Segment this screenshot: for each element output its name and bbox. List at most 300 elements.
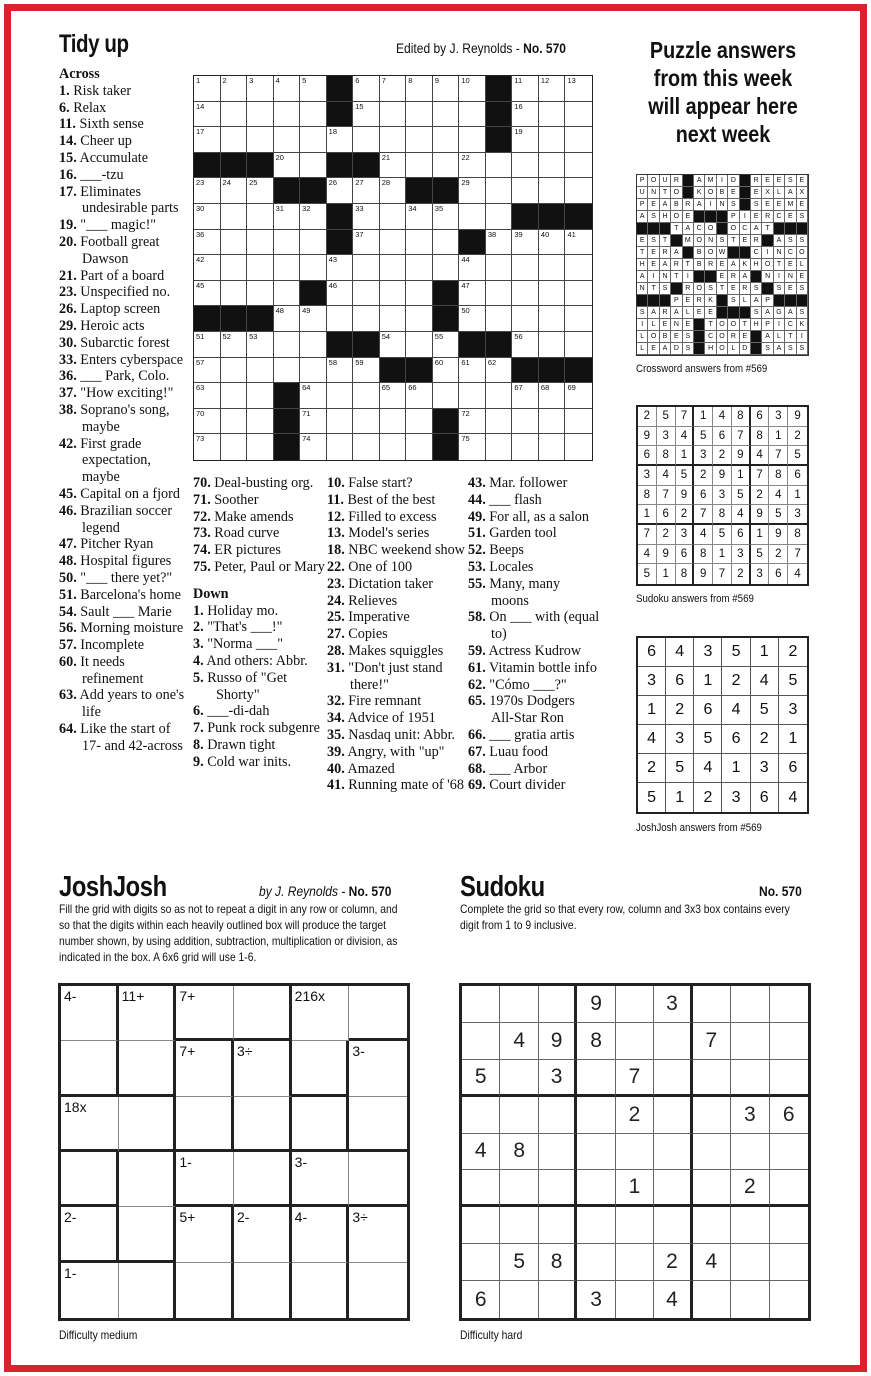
crossword-cell[interactable]	[512, 332, 539, 358]
sudoku-empty-cell[interactable]	[770, 986, 808, 1023]
crossword-cell[interactable]	[512, 76, 539, 102]
crossword-cell[interactable]	[300, 204, 327, 230]
sudoku-empty-cell[interactable]	[616, 1134, 654, 1171]
crossword-cell[interactable]	[459, 358, 486, 384]
joshjosh-cell[interactable]	[61, 1097, 119, 1152]
crossword-cell[interactable]	[539, 332, 566, 358]
crossword-cell[interactable]	[380, 102, 407, 128]
crossword-cell[interactable]	[380, 230, 407, 256]
crossword-cell[interactable]	[539, 409, 566, 435]
joshjosh-cell[interactable]	[61, 1152, 119, 1207]
crossword-cell[interactable]	[380, 255, 407, 281]
sudoku-empty-cell[interactable]	[577, 1207, 615, 1244]
crossword-cell[interactable]	[486, 306, 513, 332]
crossword-cell[interactable]	[194, 409, 221, 435]
joshjosh-cell[interactable]	[176, 1152, 234, 1207]
crossword-cell[interactable]	[486, 230, 513, 256]
crossword-cell[interactable]	[353, 76, 380, 102]
sudoku-empty-cell[interactable]	[654, 1023, 692, 1060]
sudoku-empty-cell[interactable]	[654, 1097, 692, 1134]
sudoku-given-cell[interactable]: 3	[731, 1097, 769, 1134]
crossword-cell[interactable]	[406, 153, 433, 179]
crossword-cell[interactable]	[221, 332, 248, 358]
crossword-cell[interactable]	[247, 127, 274, 153]
joshjosh-cell[interactable]	[119, 1207, 177, 1262]
sudoku-given-cell[interactable]: 2	[654, 1244, 692, 1281]
sudoku-empty-cell[interactable]	[693, 1097, 731, 1134]
sudoku-empty-cell[interactable]	[539, 1207, 577, 1244]
joshjosh-cell[interactable]	[349, 1152, 407, 1207]
sudoku-empty-cell[interactable]	[577, 1060, 615, 1097]
joshjosh-cell[interactable]	[234, 1263, 292, 1318]
joshjosh-cell[interactable]	[234, 1152, 292, 1207]
crossword-cell[interactable]	[512, 127, 539, 153]
sudoku-given-cell[interactable]: 4	[500, 1023, 538, 1060]
sudoku-empty-cell[interactable]	[616, 1244, 654, 1281]
crossword-cell[interactable]	[221, 434, 248, 460]
sudoku-empty-cell[interactable]	[693, 1134, 731, 1171]
crossword-cell[interactable]	[486, 383, 513, 409]
sudoku-empty-cell[interactable]	[616, 1281, 654, 1318]
crossword-cell[interactable]	[406, 332, 433, 358]
sudoku-empty-cell[interactable]	[500, 1170, 538, 1207]
crossword-cell[interactable]	[459, 204, 486, 230]
sudoku-empty-cell[interactable]	[654, 1134, 692, 1171]
crossword-cell[interactable]	[406, 76, 433, 102]
crossword-cell[interactable]	[539, 127, 566, 153]
crossword-cell[interactable]	[300, 409, 327, 435]
crossword-cell[interactable]	[380, 332, 407, 358]
crossword-cell[interactable]	[327, 306, 354, 332]
crossword-cell[interactable]	[380, 281, 407, 307]
crossword-cell[interactable]	[221, 409, 248, 435]
crossword-cell[interactable]	[247, 255, 274, 281]
crossword-cell[interactable]	[380, 178, 407, 204]
crossword-cell[interactable]	[459, 127, 486, 153]
crossword-cell[interactable]	[512, 102, 539, 128]
crossword-cell[interactable]	[380, 127, 407, 153]
crossword-cell[interactable]	[539, 102, 566, 128]
crossword-cell[interactable]	[486, 409, 513, 435]
crossword-cell[interactable]	[247, 102, 274, 128]
crossword-cell[interactable]	[300, 127, 327, 153]
joshjosh-cell[interactable]	[292, 1263, 350, 1318]
sudoku-empty-cell[interactable]	[500, 1097, 538, 1134]
joshjosh-cell[interactable]	[61, 1207, 119, 1262]
crossword-cell[interactable]	[274, 255, 301, 281]
crossword-cell[interactable]	[565, 102, 592, 128]
sudoku-given-cell[interactable]: 7	[693, 1023, 731, 1060]
sudoku-given-cell[interactable]: 4	[693, 1244, 731, 1281]
crossword-cell[interactable]	[353, 383, 380, 409]
sudoku-empty-cell[interactable]	[731, 1134, 769, 1171]
crossword-cell[interactable]	[247, 178, 274, 204]
joshjosh-cell[interactable]	[119, 1097, 177, 1152]
crossword-cell[interactable]	[221, 102, 248, 128]
crossword-cell[interactable]	[274, 127, 301, 153]
crossword-cell[interactable]	[486, 358, 513, 384]
crossword-cell[interactable]	[353, 204, 380, 230]
sudoku-empty-cell[interactable]	[616, 986, 654, 1023]
sudoku-empty-cell[interactable]	[577, 1134, 615, 1171]
crossword-cell[interactable]	[565, 383, 592, 409]
crossword-cell[interactable]	[353, 102, 380, 128]
sudoku-given-cell[interactable]: 5	[500, 1244, 538, 1281]
crossword-cell[interactable]	[512, 230, 539, 256]
joshjosh-cell[interactable]	[61, 1263, 119, 1318]
crossword-cell[interactable]	[194, 434, 221, 460]
crossword-cell[interactable]	[194, 204, 221, 230]
crossword-cell[interactable]	[512, 153, 539, 179]
joshjosh-cell[interactable]	[119, 1152, 177, 1207]
crossword-cell[interactable]	[486, 434, 513, 460]
crossword-cell[interactable]	[433, 255, 460, 281]
crossword-cell[interactable]	[459, 281, 486, 307]
sudoku-empty-cell[interactable]	[654, 1207, 692, 1244]
crossword-cell[interactable]	[565, 409, 592, 435]
crossword-cell[interactable]	[274, 76, 301, 102]
crossword-cell[interactable]	[459, 76, 486, 102]
crossword-cell[interactable]	[327, 358, 354, 384]
joshjosh-cell[interactable]	[292, 1207, 350, 1262]
crossword-cell[interactable]	[380, 383, 407, 409]
joshjosh-cell[interactable]	[176, 1097, 234, 1152]
crossword-cell[interactable]	[433, 230, 460, 256]
sudoku-empty-cell[interactable]	[654, 1170, 692, 1207]
joshjosh-cell[interactable]	[234, 1097, 292, 1152]
crossword-cell[interactable]	[194, 76, 221, 102]
sudoku-empty-cell[interactable]	[770, 1170, 808, 1207]
crossword-cell[interactable]	[512, 383, 539, 409]
sudoku-empty-cell[interactable]	[462, 1023, 500, 1060]
crossword-cell[interactable]	[459, 409, 486, 435]
crossword-cell[interactable]	[486, 153, 513, 179]
crossword-cell[interactable]	[247, 230, 274, 256]
crossword-cell[interactable]	[300, 255, 327, 281]
crossword-cell[interactable]	[380, 76, 407, 102]
joshjosh-cell[interactable]	[349, 1207, 407, 1262]
crossword-cell[interactable]	[327, 127, 354, 153]
crossword-cell[interactable]	[247, 409, 274, 435]
crossword-cell[interactable]	[327, 255, 354, 281]
crossword-cell[interactable]	[459, 153, 486, 179]
crossword-cell[interactable]	[194, 358, 221, 384]
crossword-cell[interactable]	[433, 127, 460, 153]
crossword-cell[interactable]	[539, 153, 566, 179]
crossword-cell[interactable]	[247, 434, 274, 460]
sudoku-given-cell[interactable]: 9	[539, 1023, 577, 1060]
sudoku-given-cell[interactable]: 6	[462, 1281, 500, 1318]
crossword-cell[interactable]	[247, 332, 274, 358]
joshjosh-cell[interactable]	[176, 1207, 234, 1262]
joshjosh-cell[interactable]	[349, 986, 407, 1041]
crossword-cell[interactable]	[353, 358, 380, 384]
joshjosh-cell[interactable]	[349, 1097, 407, 1152]
joshjosh-cell[interactable]	[292, 1041, 350, 1096]
sudoku-empty-cell[interactable]	[462, 986, 500, 1023]
crossword-cell[interactable]	[486, 178, 513, 204]
sudoku-empty-cell[interactable]	[731, 986, 769, 1023]
crossword-cell[interactable]	[539, 281, 566, 307]
joshjosh-cell[interactable]	[119, 1041, 177, 1096]
crossword-cell[interactable]	[565, 332, 592, 358]
joshjosh-cell[interactable]	[119, 986, 177, 1041]
crossword-cell[interactable]	[353, 281, 380, 307]
crossword-cell[interactable]	[565, 127, 592, 153]
sudoku-empty-cell[interactable]	[616, 1207, 654, 1244]
crossword-cell[interactable]	[539, 178, 566, 204]
crossword-cell[interactable]	[353, 434, 380, 460]
crossword-cell[interactable]	[539, 306, 566, 332]
crossword-cell[interactable]	[433, 332, 460, 358]
joshjosh-cell[interactable]	[349, 1041, 407, 1096]
sudoku-given-cell[interactable]: 4	[462, 1134, 500, 1171]
crossword-cell[interactable]	[486, 281, 513, 307]
crossword-cell[interactable]	[221, 383, 248, 409]
sudoku-empty-cell[interactable]	[693, 1060, 731, 1097]
crossword-cell[interactable]	[565, 255, 592, 281]
crossword-cell[interactable]	[486, 204, 513, 230]
crossword-cell[interactable]	[221, 281, 248, 307]
sudoku-empty-cell[interactable]	[462, 1244, 500, 1281]
sudoku-empty-cell[interactable]	[731, 1281, 769, 1318]
crossword-cell[interactable]	[353, 178, 380, 204]
crossword-cell[interactable]	[565, 230, 592, 256]
crossword-cell[interactable]	[406, 306, 433, 332]
crossword-cell[interactable]	[221, 230, 248, 256]
crossword-cell[interactable]	[512, 306, 539, 332]
sudoku-empty-cell[interactable]	[731, 1244, 769, 1281]
crossword-cell[interactable]	[221, 178, 248, 204]
joshjosh-cell[interactable]	[61, 986, 119, 1041]
crossword-cell[interactable]	[274, 230, 301, 256]
sudoku-empty-cell[interactable]	[500, 986, 538, 1023]
crossword-cell[interactable]	[274, 332, 301, 358]
sudoku-given-cell[interactable]: 3	[654, 986, 692, 1023]
sudoku-empty-cell[interactable]	[577, 1244, 615, 1281]
crossword-cell[interactable]	[539, 255, 566, 281]
crossword-cell[interactable]	[565, 178, 592, 204]
crossword-cell[interactable]	[221, 255, 248, 281]
crossword-cell[interactable]	[300, 383, 327, 409]
sudoku-given-cell[interactable]: 9	[577, 986, 615, 1023]
crossword-cell[interactable]	[565, 281, 592, 307]
sudoku-empty-cell[interactable]	[731, 1060, 769, 1097]
crossword-cell[interactable]	[565, 76, 592, 102]
crossword-cell[interactable]	[327, 409, 354, 435]
crossword-cell[interactable]	[380, 434, 407, 460]
crossword-cell[interactable]	[406, 434, 433, 460]
crossword-cell[interactable]	[406, 255, 433, 281]
crossword-cell[interactable]	[353, 230, 380, 256]
crossword-cell[interactable]	[459, 306, 486, 332]
sudoku-empty-cell[interactable]	[500, 1207, 538, 1244]
crossword-cell[interactable]	[539, 230, 566, 256]
joshjosh-cell[interactable]	[234, 1207, 292, 1262]
joshjosh-cell[interactable]	[292, 1097, 350, 1152]
sudoku-given-cell[interactable]: 8	[577, 1023, 615, 1060]
crossword-cell[interactable]	[406, 102, 433, 128]
crossword-cell[interactable]	[459, 178, 486, 204]
crossword-cell[interactable]	[300, 76, 327, 102]
joshjosh-cell[interactable]	[176, 1263, 234, 1318]
sudoku-given-cell[interactable]: 7	[616, 1060, 654, 1097]
crossword-cell[interactable]	[406, 127, 433, 153]
joshjosh-cell[interactable]	[292, 986, 350, 1041]
crossword-cell[interactable]	[512, 255, 539, 281]
sudoku-empty-cell[interactable]	[770, 1244, 808, 1281]
crossword-cell[interactable]	[353, 306, 380, 332]
sudoku-empty-cell[interactable]	[500, 1281, 538, 1318]
crossword-cell[interactable]	[327, 178, 354, 204]
joshjosh-cell[interactable]	[292, 1152, 350, 1207]
crossword-cell[interactable]	[406, 409, 433, 435]
crossword-cell[interactable]	[327, 281, 354, 307]
crossword-cell[interactable]	[512, 434, 539, 460]
sudoku-given-cell[interactable]: 2	[731, 1170, 769, 1207]
sudoku-empty-cell[interactable]	[462, 1207, 500, 1244]
crossword-cell[interactable]	[459, 255, 486, 281]
crossword-cell[interactable]	[380, 204, 407, 230]
crossword-cell[interactable]	[565, 434, 592, 460]
crossword-cell[interactable]	[512, 178, 539, 204]
crossword-cell[interactable]	[353, 409, 380, 435]
crossword-cell[interactable]	[274, 306, 301, 332]
crossword-cell[interactable]	[300, 102, 327, 128]
sudoku-given-cell[interactable]: 8	[500, 1134, 538, 1171]
crossword-cell[interactable]	[380, 306, 407, 332]
crossword-cell[interactable]	[247, 383, 274, 409]
sudoku-empty-cell[interactable]	[770, 1060, 808, 1097]
joshjosh-cell[interactable]	[176, 1041, 234, 1096]
crossword-cell[interactable]	[300, 230, 327, 256]
crossword-cell[interactable]	[486, 255, 513, 281]
crossword-cell[interactable]	[247, 204, 274, 230]
crossword-cell[interactable]	[300, 434, 327, 460]
sudoku-empty-cell[interactable]	[462, 1097, 500, 1134]
crossword-cell[interactable]	[433, 383, 460, 409]
crossword-cell[interactable]	[380, 153, 407, 179]
crossword-cell[interactable]	[353, 127, 380, 153]
crossword-cell[interactable]	[433, 102, 460, 128]
sudoku-empty-cell[interactable]	[770, 1023, 808, 1060]
sudoku-given-cell[interactable]: 3	[539, 1060, 577, 1097]
crossword-cell[interactable]	[512, 409, 539, 435]
sudoku-empty-cell[interactable]	[731, 1023, 769, 1060]
crossword-cell[interactable]	[459, 383, 486, 409]
crossword-cell[interactable]	[194, 383, 221, 409]
joshjosh-cell[interactable]	[61, 1041, 119, 1096]
sudoku-empty-cell[interactable]	[539, 1170, 577, 1207]
sudoku-empty-cell[interactable]	[500, 1060, 538, 1097]
sudoku-empty-cell[interactable]	[577, 1170, 615, 1207]
crossword-cell[interactable]	[380, 409, 407, 435]
sudoku-given-cell[interactable]: 5	[462, 1060, 500, 1097]
crossword-cell[interactable]	[194, 127, 221, 153]
crossword-cell[interactable]	[247, 358, 274, 384]
sudoku-empty-cell[interactable]	[693, 1170, 731, 1207]
crossword-cell[interactable]	[327, 434, 354, 460]
crossword-cell[interactable]	[300, 332, 327, 358]
crossword-cell[interactable]	[274, 102, 301, 128]
sudoku-empty-cell[interactable]	[539, 986, 577, 1023]
crossword-cell[interactable]	[512, 281, 539, 307]
crossword-cell[interactable]	[274, 281, 301, 307]
sudoku-empty-cell[interactable]	[462, 1170, 500, 1207]
sudoku-given-cell[interactable]: 2	[616, 1097, 654, 1134]
crossword-cell[interactable]	[433, 76, 460, 102]
crossword-cell[interactable]	[194, 178, 221, 204]
crossword-cell[interactable]	[406, 383, 433, 409]
sudoku-empty-cell[interactable]	[616, 1023, 654, 1060]
joshjosh-cell[interactable]	[119, 1263, 177, 1318]
sudoku-empty-cell[interactable]	[770, 1207, 808, 1244]
crossword-cell[interactable]	[406, 281, 433, 307]
crossword-cell[interactable]	[247, 281, 274, 307]
crossword-cell[interactable]	[565, 306, 592, 332]
crossword-cell[interactable]	[565, 153, 592, 179]
sudoku-empty-cell[interactable]	[539, 1097, 577, 1134]
sudoku-given-cell[interactable]: 1	[616, 1170, 654, 1207]
sudoku-given-cell[interactable]: 8	[539, 1244, 577, 1281]
crossword-cell[interactable]	[247, 76, 274, 102]
sudoku-empty-cell[interactable]	[539, 1281, 577, 1318]
crossword-cell[interactable]	[300, 306, 327, 332]
crossword-cell[interactable]	[194, 102, 221, 128]
crossword-cell[interactable]	[221, 127, 248, 153]
crossword-cell[interactable]	[194, 255, 221, 281]
crossword-cell[interactable]	[274, 204, 301, 230]
sudoku-empty-cell[interactable]	[770, 1134, 808, 1171]
sudoku-given-cell[interactable]: 3	[577, 1281, 615, 1318]
crossword-cell[interactable]	[459, 434, 486, 460]
sudoku-empty-cell[interactable]	[577, 1097, 615, 1134]
crossword-cell[interactable]	[300, 153, 327, 179]
crossword-cell[interactable]	[459, 102, 486, 128]
sudoku-given-cell[interactable]: 6	[770, 1097, 808, 1134]
crossword-cell[interactable]	[221, 358, 248, 384]
crossword-cell[interactable]	[327, 383, 354, 409]
crossword-cell[interactable]	[539, 434, 566, 460]
crossword-cell[interactable]	[406, 230, 433, 256]
sudoku-empty-cell[interactable]	[731, 1207, 769, 1244]
crossword-cell[interactable]	[406, 204, 433, 230]
sudoku-empty-cell[interactable]	[539, 1134, 577, 1171]
joshjosh-cell[interactable]	[349, 1263, 407, 1318]
crossword-cell[interactable]	[353, 255, 380, 281]
crossword-cell[interactable]	[274, 358, 301, 384]
crossword-cell[interactable]	[194, 281, 221, 307]
joshjosh-cell[interactable]	[234, 1041, 292, 1096]
crossword-cell[interactable]	[433, 153, 460, 179]
crossword-cell[interactable]	[274, 153, 301, 179]
sudoku-empty-cell[interactable]	[693, 986, 731, 1023]
sudoku-empty-cell[interactable]	[693, 1281, 731, 1318]
crossword-cell[interactable]	[221, 204, 248, 230]
joshjosh-cell[interactable]	[176, 986, 234, 1041]
crossword-cell[interactable]	[433, 204, 460, 230]
sudoku-given-cell[interactable]: 4	[654, 1281, 692, 1318]
sudoku-empty-cell[interactable]	[770, 1281, 808, 1318]
joshjosh-cell[interactable]	[234, 986, 292, 1041]
crossword-cell[interactable]	[539, 383, 566, 409]
crossword-cell[interactable]	[194, 332, 221, 358]
crossword-cell[interactable]	[300, 358, 327, 384]
sudoku-empty-cell[interactable]	[693, 1207, 731, 1244]
crossword-cell[interactable]	[433, 358, 460, 384]
crossword-cell[interactable]	[539, 76, 566, 102]
crossword-cell[interactable]	[194, 230, 221, 256]
